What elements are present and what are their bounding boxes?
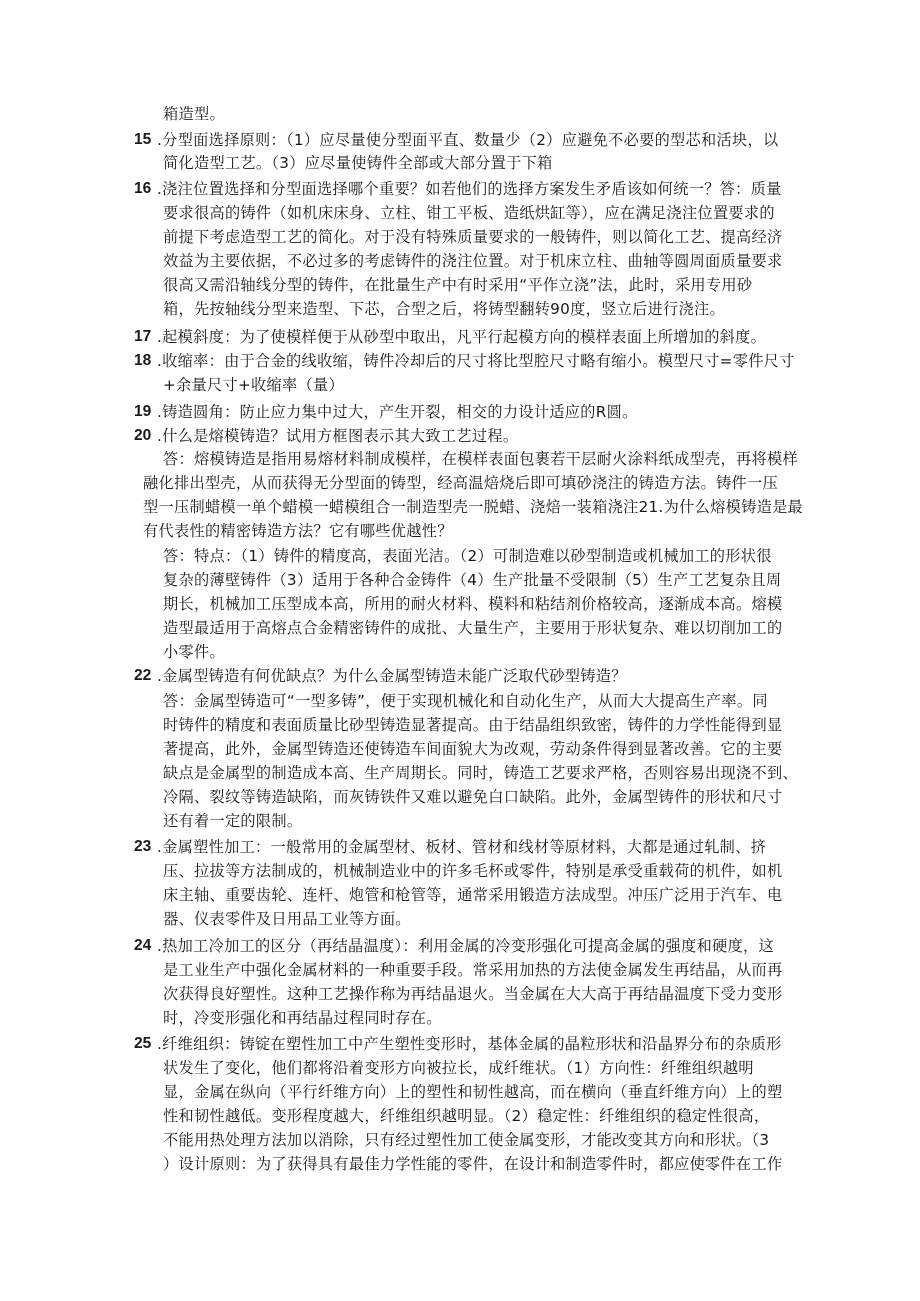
paragraph-line: 答：熔模铸造是指用易熔材料制成模样，在模样表面包裹若干层耐火涂料纸成型壳，再将模样 — [163, 450, 798, 468]
paragraph-line: 箱，先按轴线分型来造型、下芯，合型之后，将铸型翻转90度，竖立后进行浇注。 — [163, 300, 725, 318]
paragraph-line: 床主轴、重要齿轮、连杆、炮管和枪管等，通常采用锻造方法成型。冲压广泛用于汽车、电 — [163, 886, 783, 904]
paragraph-line: 次获得良好塑性。这种工艺操作称为再结晶退火。当金属在大大高于再结晶温度下受力变形 — [163, 985, 783, 1003]
paragraph-line: .金属塑性加工：一般常用的金属型材、板材、管材和线材等原材料，大都是通过轧制、挤 — [157, 838, 767, 856]
paragraph-line: 不能用热处理方法加以消除，只有经过塑性加工使金属变形，才能改变其方向和形状。（3 — [163, 1131, 770, 1149]
paragraph-line: 时，冷变形强化和再结晶过程同时存在。 — [163, 1009, 442, 1027]
paragraph-line: 小零件。 — [163, 643, 225, 661]
paragraph-line: 器、仪表零件及日用品工业等方面。 — [163, 910, 411, 928]
paragraph-line: 造型最适用于高熔点合金精密铸件的成批、大量生产，主要用于形状复杂、难以切削加工的 — [163, 619, 783, 637]
item-number: 18 — [134, 352, 152, 369]
paragraph-line: .什么是熔模铸造？试用方框图表示其大致工艺过程。 — [157, 427, 519, 445]
paragraph-line: 状发生了变化，他们都将沿着变形方向被拉长，成纤维状。（1）方向性：纤维组织越明 — [163, 1059, 754, 1077]
paragraph-line: +余量尺寸+收缩率（量） — [163, 376, 344, 394]
paragraph-line: 时铸件的精度和表面质量比砂型铸造显著提高。由于结晶组织致密，铸件的力学性能得到显 — [163, 716, 783, 734]
paragraph-line: 显，金属在纵向（平行纤维方向）上的塑性和韧性越高，而在横向（垂直纤维方向）上的塑 — [163, 1083, 783, 1101]
paragraph-line: 简化造型工艺。（3）应尽量使铸件全部或大部分置于下箱 — [163, 154, 553, 172]
paragraph-line: .铸造圆角：防止应力集中过大，产生开裂，相交的力设计适应的R圆。 — [157, 403, 638, 421]
item-number: 19 — [134, 403, 152, 420]
paragraph-line: 很高又需沿轴线分型的铸件，在批量生产中有时采用“平作立浇”法，此时，采用专用砂 — [163, 276, 753, 294]
item-number: 23 — [134, 838, 152, 855]
paragraph-line: 有代表性的精密铸造方法？它有哪些优越性？ — [143, 522, 453, 540]
paragraph-line: 期长，机械加工压型成本高，所用的耐火材料、模料和粘结剂价格较高，逐渐成本高。熔模 — [163, 595, 783, 613]
paragraph-line: .起模斜度：为了使模样便于从砂型中取出，凡平行起模方向的模样表面上所增加的斜度。 — [157, 328, 767, 346]
paragraph-line: .收缩率：由于合金的线收缩，铸件冷却后的尺寸将比型腔尺寸略有缩小。模型尺寸=零件尺寸 — [157, 352, 795, 370]
item-number: 16 — [134, 180, 152, 197]
paragraph-line: 缺点是金属型的制造成本高、生产周期长。同时，铸造工艺要求严格，否则容易出现浇不到、 — [163, 764, 798, 782]
paragraph-line: 答：特点：（1）铸件的精度高，表面光洁。（2）可制造难以砂型制造或机械加工的形状很 — [163, 547, 772, 565]
paragraph-line: .纤维组织：铸锭在塑性加工中产生塑性变形时，基体金属的晶粒形状和沿晶界分布的杂质形 — [157, 1035, 782, 1053]
item-number: 22 — [134, 667, 152, 684]
paragraph-line: 型一压制蜡模一单个蜡模一蜡模组合一制造型壳一脱蜡、浇焙一装箱浇注21.为什么熔模铸造是最 — [143, 498, 804, 516]
paragraph-line: 答：金属型铸造可“一型多铸”，便于实现机械化和自动化生产，从而大大提高生产率。同 — [163, 692, 768, 710]
paragraph-line: 著提高，此外，金属型铸造还使铸造车间面貌大为改观，劳动条件得到显著改善。它的主要 — [163, 740, 783, 758]
paragraph-line: 还有着一定的限制。 — [163, 812, 303, 830]
paragraph-line: 效益为主要依据，不必过多的考虑铸件的浇注位置。对于机床立柱、曲轴等圆周面质量要求 — [163, 252, 783, 270]
paragraph-line: 要求很高的铸件（如机床床身、立柱、钳工平板、造纸烘缸等），应在满足浇注位置要求的 — [163, 204, 775, 222]
item-number: 20 — [134, 427, 152, 444]
item-number: 15 — [134, 131, 152, 148]
paragraph-line: .浇注位置选择和分型面选择哪个重要？如若他们的选择方案发生矛盾该如何统一？答：质量 — [157, 180, 782, 198]
paragraph-line: 压、拉拔等方法制成的，机械制造业中的许多毛杯或零件，特别是承受重载荷的机件，如机 — [163, 862, 783, 880]
paragraph-line: .金属型铸造有何优缺点？为什么金属型铸造未能广泛取代砂型铸造？ — [157, 667, 627, 685]
paragraph-line: 融化排出型壳，从而获得无分型面的铸型，经高温焙烧后即可填砂浇注的铸造方法。铸件一压 — [143, 474, 778, 492]
paragraph-line: 是工业生产中强化金属材料的一种重要手段。常采用加热的方法使金属发生再结晶，从而再 — [163, 961, 783, 979]
item-number: 25 — [134, 1035, 152, 1052]
paragraph-line: 性和韧性越低。变形程度越大，纤维组织越明显。（2）稳定性：纤维组织的稳定性很高， — [163, 1107, 770, 1125]
item-number: 24 — [134, 937, 152, 954]
paragraph-line: 复杂的薄壁铸件（3）适用于各种合金铸件（4）生产批量不受限制（5）生产工艺复杂且周 — [163, 571, 782, 589]
paragraph-line: .热加工冷加工的区分（再结晶温度）：利用金属的冷变形强化可提高金属的强度和硬度，这 — [157, 937, 775, 955]
paragraph-line: .分型面选择原则：（1）应尽量使分型面平直、数量少（2）应避免不必要的型芯和活块，以 — [157, 131, 779, 149]
paragraph-line: 前提下考虑造型工艺的简化。对于没有特殊质量要求的一般铸件，则以简化工艺、提高经济 — [163, 228, 783, 246]
item-number: 17 — [134, 328, 152, 345]
paragraph-line: ）设计原则：为了获得具有最佳力学性能的零件，在设计和制造零件时，都应使零件在工作 — [163, 1155, 783, 1173]
continuation-line: 箱造型。 — [163, 105, 225, 123]
paragraph-line: 冷隔、裂纹等铸造缺陷，而灰铸铁件又难以避免白口缺陷。此外，金属型铸件的形状和尺寸 — [163, 788, 783, 806]
